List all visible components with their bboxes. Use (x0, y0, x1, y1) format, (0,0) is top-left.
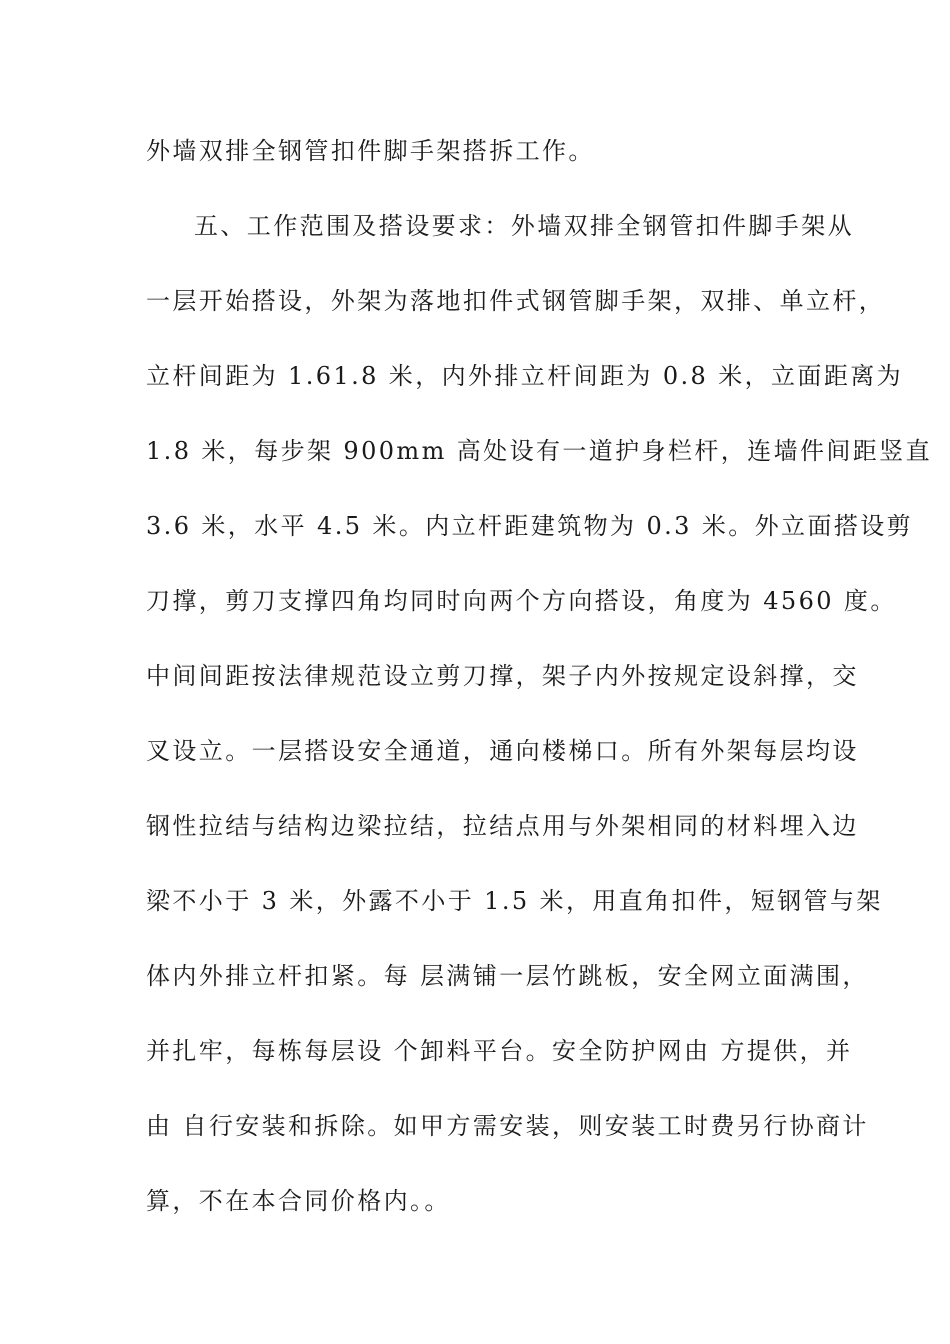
paragraph-line-13: 并扎牢，每栋每层设 个卸料平台。安全防护网由 方提供，并 (146, 1037, 853, 1065)
paragraph-line-1: 外墙双排全钢管扣件脚手架搭拆工作。 (146, 137, 595, 165)
paragraph-line-3: 一层开始搭设，外架为落地扣件式钢管脚手架，双排、单立杆， (146, 287, 886, 315)
paragraph-line-10: 钢性拉结与结构边梁拉结，拉结点用与外架相同的材料埋入边 (146, 812, 859, 840)
paragraph-line-15: 算，不在本合同价格内。。 (146, 1187, 451, 1215)
paragraph-line-14: 由 自行安装和拆除。如甲方需安装，则安装工时费另行协商计 (146, 1112, 869, 1140)
paragraph-line-12: 体内外排立杆扣紧。每 层满铺一层竹跳板，安全网立面满围， (146, 962, 869, 990)
paragraph-line-2: 五、工作范围及搭设要求：外墙双排全钢管扣件脚手架从 (194, 212, 854, 240)
paragraph-line-9: 叉设立。一层搭设安全通道，通向楼梯口。所有外架每层均设 (146, 737, 859, 765)
paragraph-line-7: 刀撑，剪刀支撑四角均同时向两个方向搭设，角度为 4560 度。 (146, 587, 897, 615)
paragraph-line-11: 梁不小于 3 米，外露不小于 1.5 米，用直角扣件，短钢管与架 (146, 887, 883, 915)
paragraph-line-8: 中间间距按法律规范设立剪刀撑，架子内外按规定设斜撑，交 (146, 662, 859, 690)
paragraph-line-6: 3.6 米，水平 4.5 米。内立杆距建筑物为 0.3 米。外立面搭设剪 (146, 512, 914, 540)
paragraph-line-5: 1.8 米，每步架 900mm 高处设有一道护身栏杆，连墙件间距竖直 (146, 437, 932, 465)
paragraph-line-4: 立杆间距为 1.61.8 米，内外排立杆间距为 0.8 米，立面距离为 (146, 362, 904, 390)
